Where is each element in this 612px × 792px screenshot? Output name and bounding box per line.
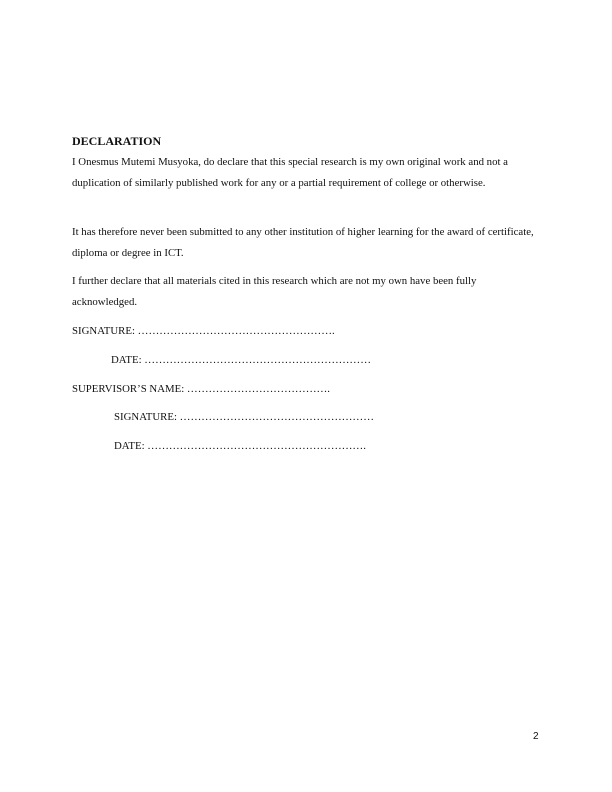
declaration-paragraph-3: I further declare that all materials cited in this research which are not my own have been fully acknowledged. — [72, 275, 477, 308]
student-signature-line: SIGNATURE: ………………………………………………. — [72, 325, 335, 337]
supervisor-name-line: SUPERVISOR’S NAME: …………………………………. — [72, 383, 330, 395]
page-number: 2 — [533, 731, 539, 742]
supervisor-signature-line: SIGNATURE: ……………………………………………… — [114, 411, 375, 423]
declaration-paragraph-2: It has therefore never been submitted to any other institution of higher learning for the award of certificate, diploma or degree in ICT. — [72, 226, 534, 259]
supervisor-date-line: DATE: ……………………………………………………. — [114, 440, 366, 452]
declaration-heading: DECLARATION — [72, 134, 162, 148]
student-date-line: DATE: ……………………………………………………… — [111, 354, 372, 366]
declaration-paragraph-1: I Onesmus Mutemi Musyoka, do declare that this special research is my own original work and not a duplication of similarly published work for any or a partial requirement of college or otherwise. — [72, 156, 508, 189]
